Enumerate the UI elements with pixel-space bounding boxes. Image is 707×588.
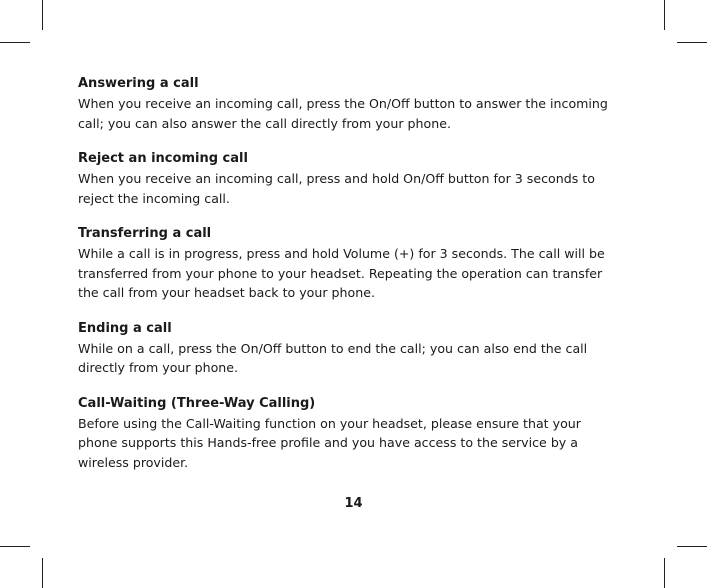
crop-mark-bottom-left-vertical [42, 558, 43, 588]
page-number: 14 [344, 496, 363, 511]
section-body: Before using the Call-Waiting function on your headset, please ensure that your phone supports this Hands-free profile and you have access to the service by a wireless provider. [78, 415, 581, 470]
section-body: When you receive an incoming call, press the On/Off button to answer the incoming call; you can also answer the call directly from your phone. [78, 96, 608, 131]
section-body: While a call is in progress, press and hold Volume (+) for 3 seconds. The call will be transferred from your phone to your headset. Repeating the operation can transfer the call from your headset back to your phone. [78, 246, 605, 300]
section-ending-call [78, 319, 618, 378]
crop-mark-bottom-left-horizontal [0, 546, 30, 547]
section-reject-call [78, 149, 618, 208]
crop-mark-top-left-vertical [42, 0, 43, 30]
section-body: When you receive an incoming call, press and hold On/Off button for 3 seconds to reject the incoming call. [78, 171, 595, 206]
section-answering-call [78, 74, 618, 133]
crop-mark-top-right-horizontal [677, 42, 707, 43]
section-transferring-call [78, 224, 618, 303]
section-heading: Call-Waiting (Three-Way Calling) [78, 395, 316, 411]
crop-mark-bottom-right-vertical [664, 558, 665, 588]
crop-mark-top-right-vertical [664, 0, 665, 30]
section-heading: Ending a call [78, 320, 172, 336]
section-heading: Reject an incoming call [78, 151, 248, 166]
crop-mark-bottom-right-horizontal [677, 546, 707, 547]
section-heading: Answering a call [78, 76, 199, 91]
crop-mark-top-left-horizontal [0, 42, 30, 43]
section-call-waiting [78, 394, 618, 473]
manual-content [78, 74, 618, 488]
section-body: While on a call, press the On/Off button to end the call; you can also end the call directly from your phone. [78, 340, 588, 375]
section-heading: Transferring a call [78, 226, 212, 241]
